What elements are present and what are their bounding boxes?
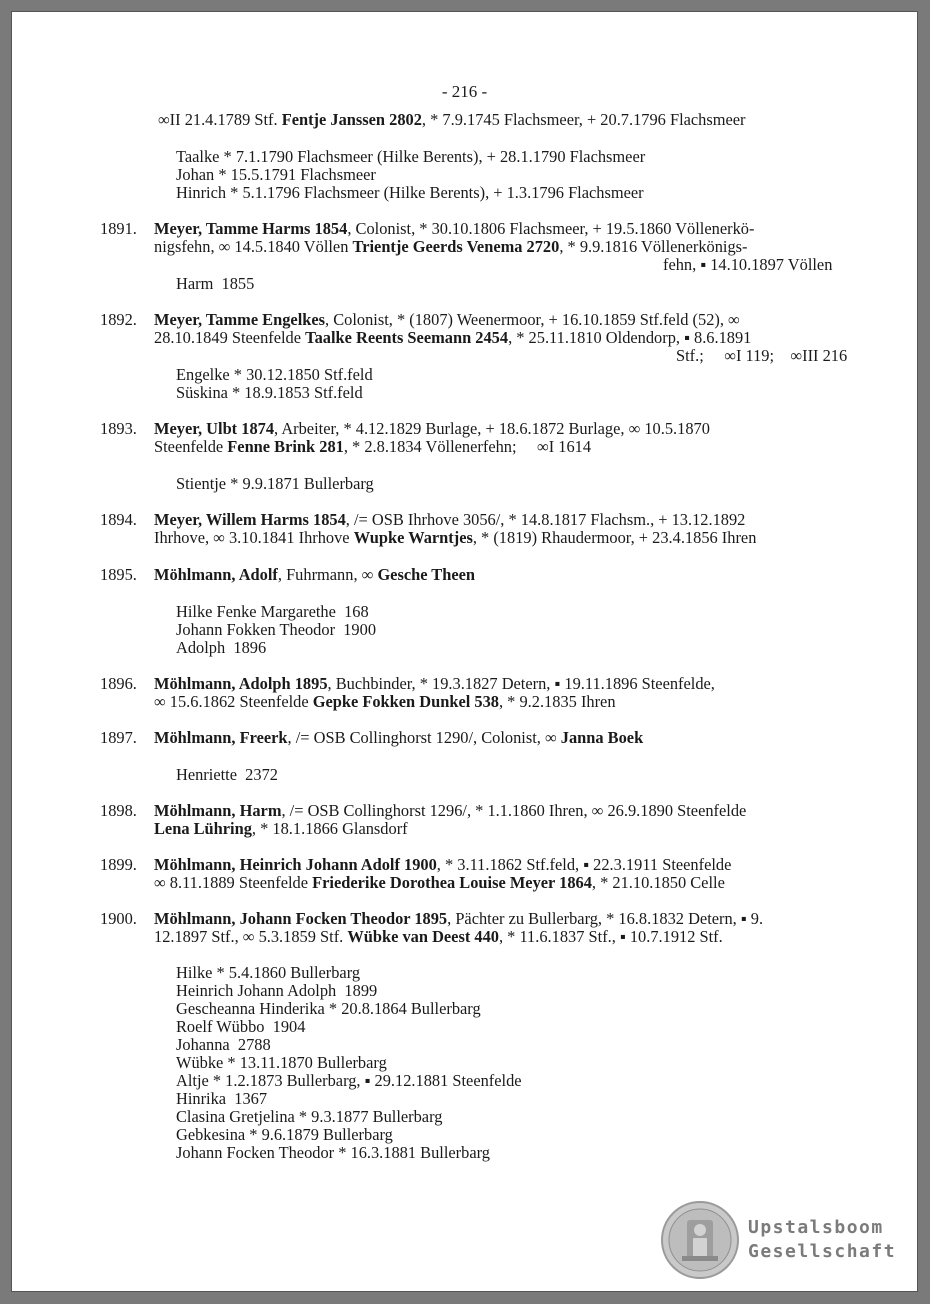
child-line: Johan * 15.5.1791 Flachsmeer — [176, 165, 376, 184]
marriage-line: ∞II 21.4.1789 Stf. Fentje Janssen 2802, * 7.9.1745 Flachsmeer, + 20.7.1796 Flachsmeer — [158, 110, 746, 129]
child-line: Gebkesina * 9.6.1879 Bullerbarg — [176, 1125, 393, 1144]
entry-number: 1895. — [100, 565, 137, 584]
entry-number: 1898. — [100, 801, 137, 820]
entry-number: 1893. — [100, 419, 137, 438]
entry-line: Möhlmann, Heinrich Johann Adolf 1900, * 3.11.1862 Stf.feld, ▪ 22.3.1911 Steenfelde — [154, 855, 732, 874]
entry-line: Möhlmann, Adolf, Fuhrmann, ∞ Gesche Theen — [154, 565, 476, 584]
child-line: Harm 1855 — [176, 274, 255, 293]
child-line: Süskina * 18.9.1853 Stf.feld — [176, 383, 363, 402]
entry-line: Stf.; ∞I 119; ∞III 216 — [676, 346, 848, 365]
entry-line: ∞ 8.11.1889 Steenfelde Friederike Dorothea Louise Meyer 1864, * 21.10.1850 Celle — [154, 873, 725, 892]
entry-number: 1900. — [100, 909, 137, 928]
entry-line: ∞ 15.6.1862 Steenfelde Gepke Fokken Dunkel 538, * 9.2.1835 Ihren — [154, 692, 616, 711]
entry-line: Möhlmann, Adolph 1895, Buchbinder, * 19.3.1827 Detern, ▪ 19.11.1896 Steenfelde, — [154, 674, 715, 693]
entry-line: Lena Lühring, * 18.1.1866 Glansdorf — [154, 819, 408, 838]
entry-number: 1892. — [100, 310, 137, 329]
entry-line: Meyer, Tamme Harms 1854, Colonist, * 30.10.1806 Flachsmeer, + 19.5.1860 Völlenerkö- — [154, 219, 755, 238]
child-line: Taalke * 7.1.1790 Flachsmeer (Hilke Berents), + 28.1.1790 Flachsmeer — [176, 147, 646, 166]
entry-line: fehn, ▪ 14.10.1897 Völlen — [663, 255, 833, 274]
entry-line: Möhlmann, Freerk, /= OSB Collinghorst 1290/, Colonist, ∞ Janna Boek — [154, 728, 644, 747]
entry-line: Ihrhove, ∞ 3.10.1841 Ihrhove Wupke Warntjes, * (1819) Rhaudermoor, + 23.4.1856 Ihren — [154, 528, 757, 547]
entry-line: Meyer, Willem Harms 1854, /= OSB Ihrhove 3056/, * 14.8.1817 Flachsm., + 13.12.1892 — [154, 510, 746, 529]
entry-line: nigsfehn, ∞ 14.5.1840 Völlen Trientje Geerds Venema 2720, * 9.9.1816 Völlenerkönigs- — [154, 237, 748, 256]
child-line: Clasina Gretjelina * 9.3.1877 Bullerbarg — [176, 1107, 443, 1126]
child-line: Henriette 2372 — [176, 765, 278, 784]
child-line: Engelke * 30.12.1850 Stf.feld — [176, 365, 373, 384]
child-line: Johann Fokken Theodor 1900 — [176, 620, 377, 639]
org-line-2: Gesellschaft — [748, 1241, 897, 1262]
entry-line: 12.1897 Stf., ∞ 5.3.1859 Stf. Wübke van Deest 440, * 11.6.1837 Stf., ▪ 10.7.1912 Stf. — [154, 927, 723, 946]
child-line: Johanna 2788 — [176, 1035, 271, 1054]
page-number: - 216 - — [441, 82, 488, 101]
entry-line: Meyer, Tamme Engelkes, Colonist, * (1807) Weenermoor, + 16.10.1859 Stf.feld (52), ∞ — [154, 310, 740, 329]
document-page — [12, 12, 917, 1291]
entry-line: Möhlmann, Johann Focken Theodor 1895, Pächter zu Bullerbarg, * 16.8.1832 Detern, ▪ 9. — [154, 909, 764, 928]
org-line-1: Upstalsboom — [748, 1217, 884, 1238]
child-line: Hinrich * 5.1.1796 Flachsmeer (Hilke Berents), + 1.3.1796 Flachsmeer — [176, 183, 644, 202]
child-line: Altje * 1.2.1873 Bullerbarg, ▪ 29.12.1881 Steenfelde — [176, 1071, 522, 1090]
entry-number: 1897. — [100, 728, 137, 747]
child-line: Hilke Fenke Margarethe 168 — [176, 602, 369, 621]
entry-number: 1891. — [100, 219, 137, 238]
entry-number: 1899. — [100, 855, 137, 874]
entry-line: Steenfelde Fenne Brink 281, * 2.8.1834 Völlenerfehn; ∞I 1614 — [154, 437, 592, 456]
entry-line: 28.10.1849 Steenfelde Taalke Reents Seemann 2454, * 25.11.1810 Oldendorp, ▪ 8.6.1891 — [154, 328, 752, 347]
entry-line: Möhlmann, Harm, /= OSB Collinghorst 1296/, * 1.1.1860 Ihren, ∞ 26.9.1890 Steenfelde — [154, 801, 747, 820]
entry-line: Meyer, Ulbt 1874, Arbeiter, * 4.12.1829 Burlage, + 18.6.1872 Burlage, ∞ 10.5.1870 — [154, 419, 710, 438]
seal-icon — [660, 1200, 740, 1280]
child-line: Heinrich Johann Adolph 1899 — [176, 981, 378, 1000]
child-line: Wübke * 13.11.1870 Bullerbarg — [176, 1053, 387, 1072]
child-line: Gescheanna Hinderika * 20.8.1864 Bullerbarg — [176, 999, 481, 1018]
child-line: Adolph 1896 — [176, 638, 267, 657]
child-line: Stientje * 9.9.1871 Bullerbarg — [176, 474, 374, 493]
child-line: Hilke * 5.4.1860 Bullerbarg — [176, 963, 361, 982]
child-line: Roelf Wübbo 1904 — [176, 1017, 306, 1036]
entry-number: 1896. — [100, 674, 137, 693]
child-line: Hinrika 1367 — [176, 1089, 268, 1108]
child-line: Johann Focken Theodor * 16.3.1881 Bullerbarg — [176, 1143, 490, 1162]
entry-number: 1894. — [100, 510, 137, 529]
organization-name — [748, 1216, 896, 1264]
